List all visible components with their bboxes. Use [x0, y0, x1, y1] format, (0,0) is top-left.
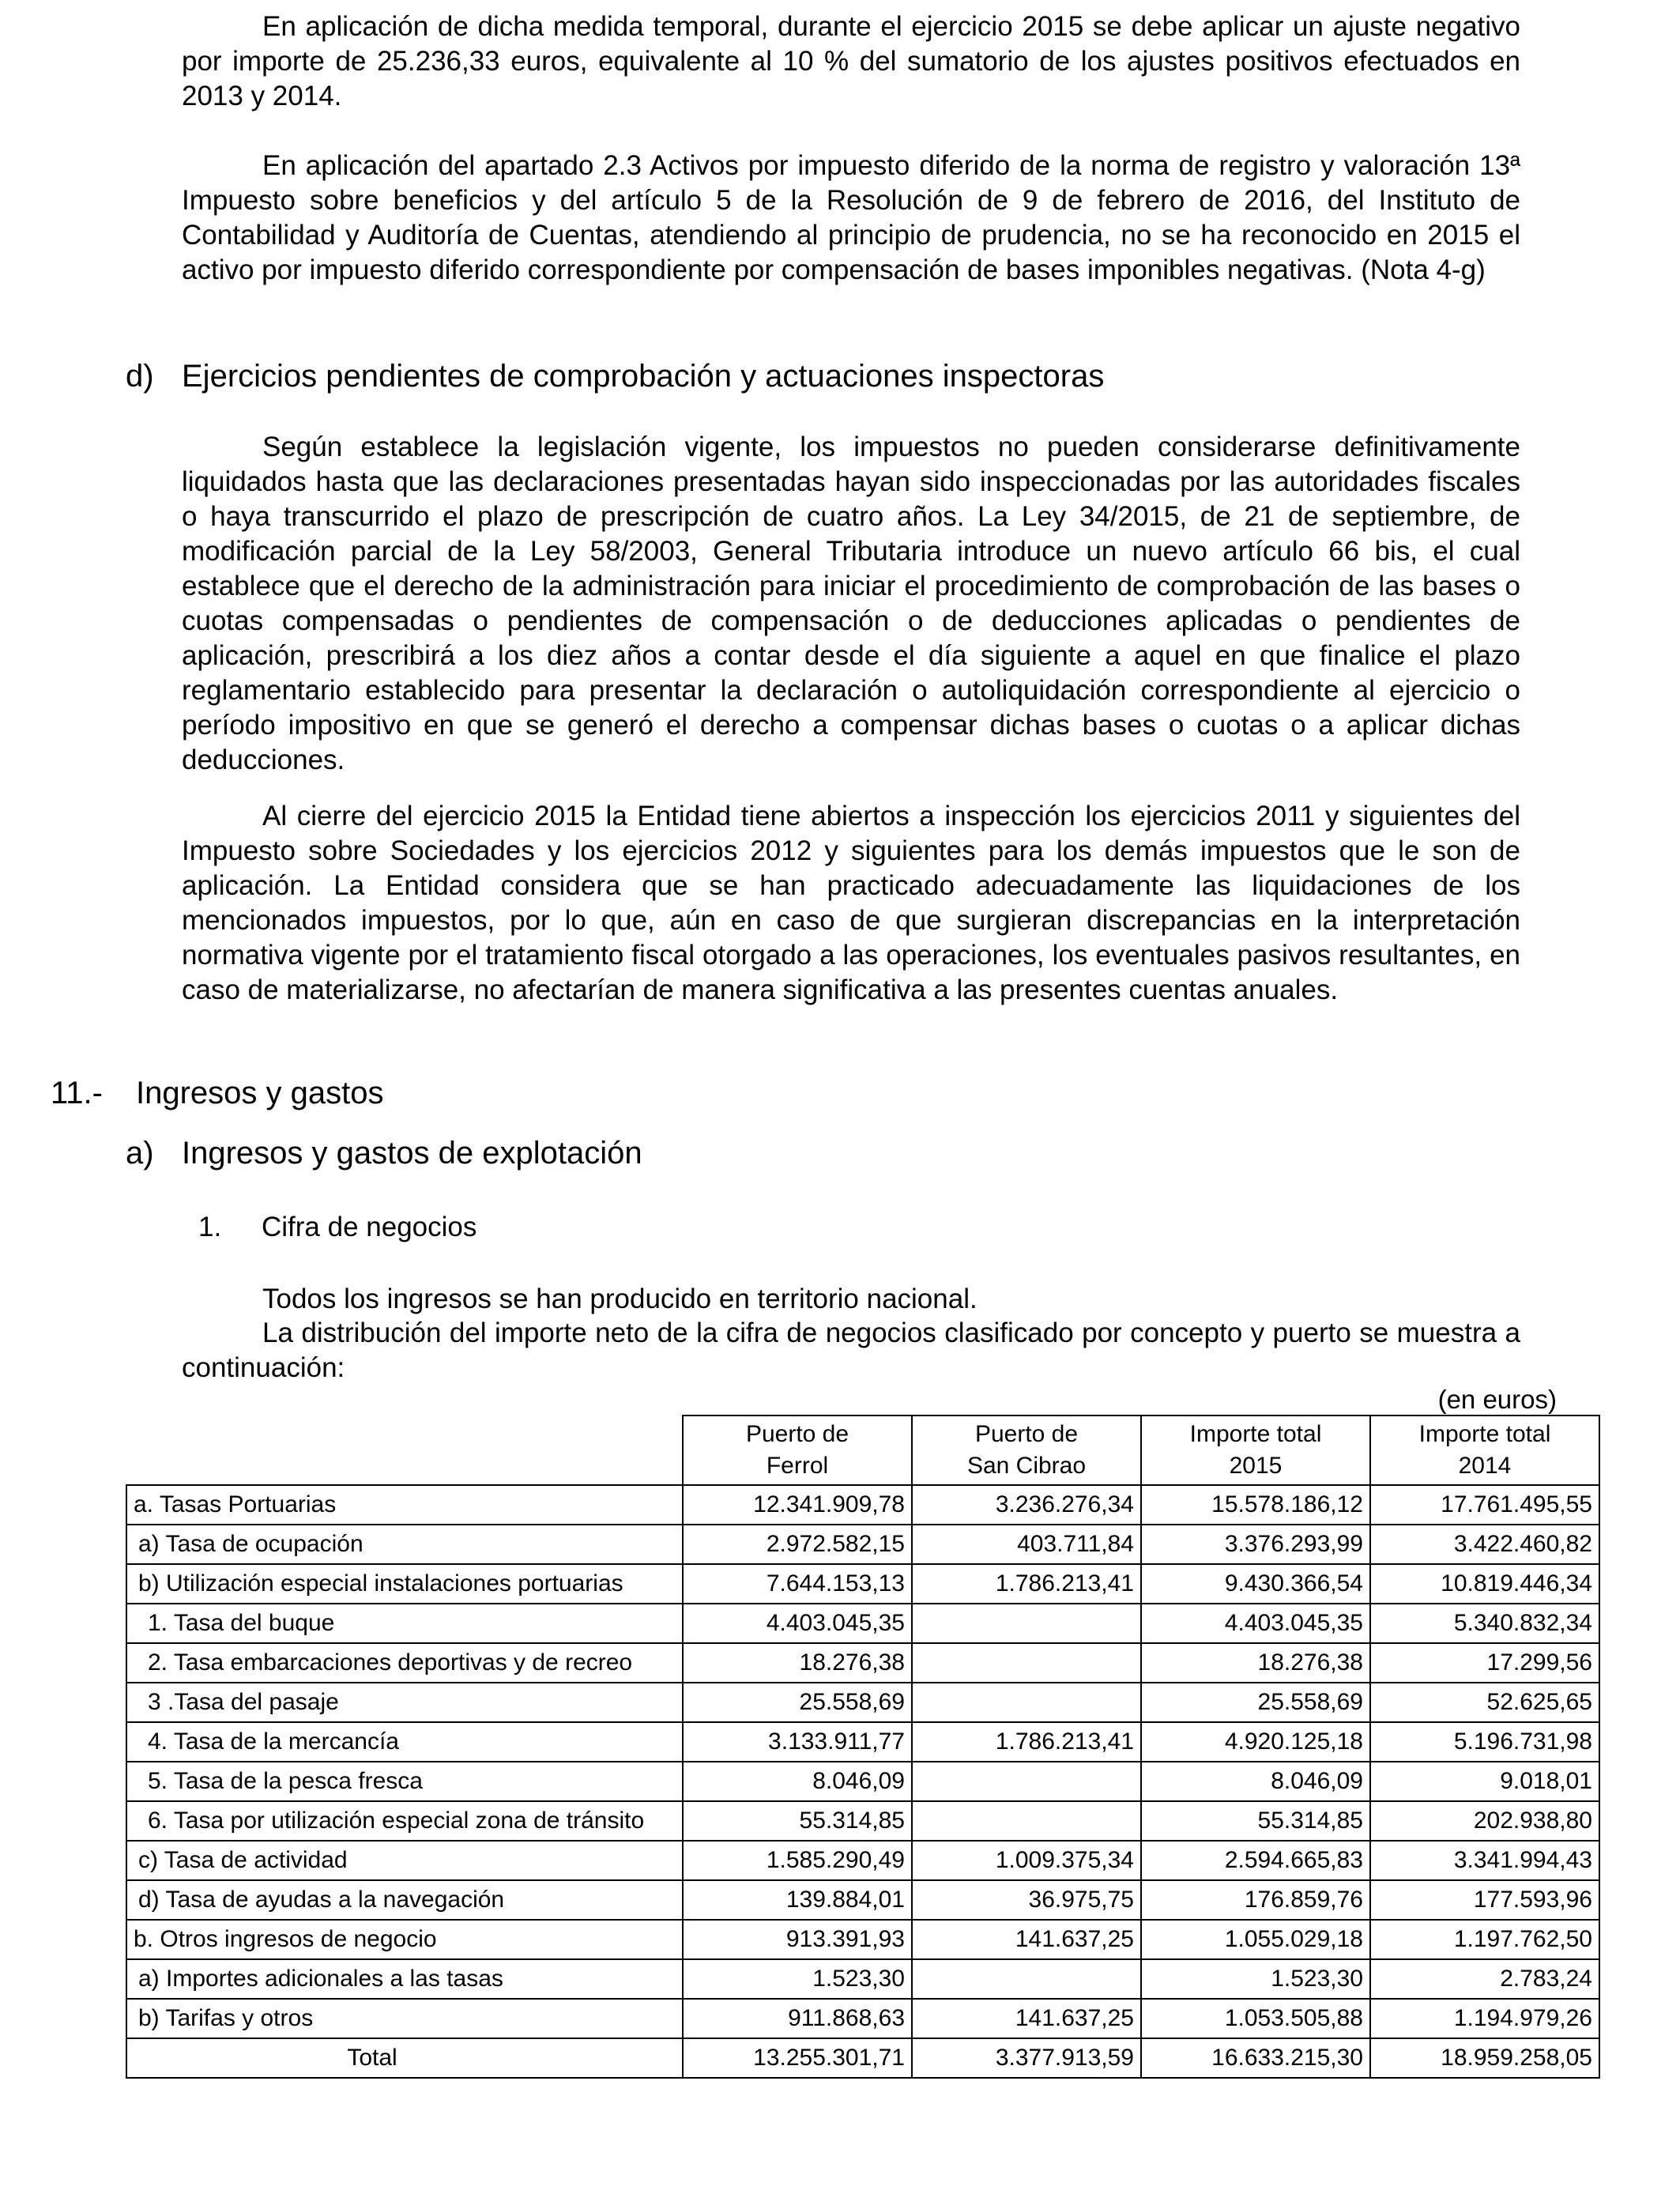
- row-value: [912, 1683, 1141, 1722]
- row-label: c) Tasa de actividad: [126, 1841, 683, 1880]
- row-value: 25.558,69: [1141, 1683, 1370, 1722]
- table-unit-note: (en euros): [1437, 1385, 1557, 1414]
- row-value: 2.594.665,83: [1141, 1841, 1370, 1880]
- heading-title: Ingresos y gastos: [136, 1076, 384, 1110]
- paragraph-national-territory: Todos los ingresos se han producido en territorio nacional.: [262, 1284, 977, 1314]
- row-label: a) Tasa de ocupación: [126, 1525, 683, 1564]
- row-value: 913.391,93: [683, 1920, 912, 1959]
- row-label: 5. Tasa de la pesca fresca: [126, 1762, 683, 1801]
- heading-marker: 1.: [198, 1212, 222, 1242]
- row-value: 18.276,38: [683, 1643, 912, 1683]
- heading-marker: d): [126, 359, 154, 394]
- row-label: b) Utilización especial instalaciones portuarias: [126, 1564, 683, 1604]
- row-value: 177.593,96: [1370, 1880, 1599, 1920]
- row-value: 7.644.153,13: [683, 1564, 912, 1604]
- row-value: 17.299,56: [1370, 1643, 1599, 1683]
- row-value: 12.341.909,78: [683, 1485, 912, 1525]
- table-row: [126, 1564, 1599, 1604]
- heading-title: Ejercicios pendientes de comprobación y actuaciones inspectoras: [182, 359, 1105, 394]
- table-row: [126, 1485, 1599, 1525]
- table-row: [126, 1643, 1599, 1683]
- row-value: 1.523,30: [1141, 1959, 1370, 1999]
- row-value: 1.585.290,49: [683, 1841, 912, 1880]
- heading-section-d: [126, 357, 1104, 395]
- row-value: 16.633.215,30: [1141, 2038, 1370, 2078]
- paragraph-distribution-intro: La distribución del importe neto de la cifra de negocios clasificado por concepto y puerto se muestra a continuación:: [182, 1318, 1520, 1383]
- heading-title: Ingresos y gastos de explotación: [182, 1136, 642, 1171]
- paragraph-deferred-tax-asset: En aplicación del apartado 2.3 Activos por impuesto diferido de la norma de registro y valoración 13ª Impuesto sobre beneficios y del artículo 5 de la Resolución de 9 de febrero de 2016, del Instituto de Contabilidad y Auditoría de Cuentas, atendiendo al principio de prudencia, no se ha reconocido en 2015 el activo por impuesto diferido correspondiente por compensación de bases imponibles negativas. (Nota 4-g): [182, 150, 1520, 285]
- row-label: 2. Tasa embarcaciones deportivas y de recreo: [126, 1643, 683, 1683]
- row-value: 3.377.913,59: [912, 2038, 1141, 2078]
- heading-marker: 11.-: [51, 1076, 103, 1110]
- row-value: 36.975,75: [912, 1880, 1141, 1920]
- row-value: [912, 1762, 1141, 1801]
- table-row: [126, 1841, 1599, 1880]
- row-value: 5.196.731,98: [1370, 1722, 1599, 1762]
- row-value: [912, 1604, 1141, 1643]
- row-value: 8.046,09: [1141, 1762, 1370, 1801]
- row-value: 1.523,30: [683, 1959, 912, 1999]
- row-label: 4. Tasa de la mercancía: [126, 1722, 683, 1762]
- row-value: 403.711,84: [912, 1525, 1141, 1564]
- row-label: 3 .Tasa del pasaje: [126, 1683, 683, 1722]
- row-value: 2.783,24: [1370, 1959, 1599, 1999]
- row-value: 1.786.213,41: [912, 1564, 1141, 1604]
- row-value: [912, 1959, 1141, 1999]
- row-value: 10.819.446,34: [1370, 1564, 1599, 1604]
- row-value: 17.761.495,55: [1370, 1485, 1599, 1525]
- row-value: 3.422.460,82: [1370, 1525, 1599, 1564]
- heading-subsection-1: [198, 1210, 477, 1245]
- row-value: 52.625,65: [1370, 1683, 1599, 1722]
- heading-section-11: [51, 1074, 384, 1112]
- table-total-row: [126, 2038, 1599, 2078]
- row-label: b. Otros ingresos de negocio: [126, 1920, 683, 1959]
- paragraph-inspection-rules: Según establece la legislación vigente, los impuestos no pueden considerarse definitivamente liquidados hasta que las declaraciones presentadas hayan sido inspeccionadas por las autoridades fiscales o haya transcurrido el plazo de prescripción de cuatro años. La Ley 34/2015, de 21 de septiembre, de modificación parcial de la Ley 58/2003, General Tributaria introduce un nuevo artículo 66 bis, el cual establece que el derecho de la administración para iniciar el procedimiento de comprobación de las bases o cuotas compensadas o pendientes de compensación o de deducciones aplicadas o pendientes de aplicación, prescribirá a los diez años a contar desde el día siguiente a aquel en que finalice el plazo reglamentario establecido para presentar la declaración o autoliquidación correspondiente al ejercicio o período impositivo en que se generó el derecho a compensar dichas bases o cuotas o a aplicar dichas deducciones.: [182, 432, 1520, 775]
- row-value: 4.920.125,18: [1141, 1722, 1370, 1762]
- row-value: 25.558,69: [683, 1683, 912, 1722]
- row-value: 1.786.213,41: [912, 1722, 1141, 1762]
- row-value: 202.938,80: [1370, 1801, 1599, 1841]
- row-value: 139.884,01: [683, 1880, 912, 1920]
- table-row: [126, 1683, 1599, 1722]
- row-value: 18.276,38: [1141, 1643, 1370, 1683]
- revenue-table: [126, 1415, 1600, 2079]
- row-value: [912, 1643, 1141, 1683]
- table-row: [126, 1801, 1599, 1841]
- row-value: 3.236.276,34: [912, 1485, 1141, 1525]
- row-value: 176.859,76: [1141, 1880, 1370, 1920]
- paragraph-open-years: Al cierre del ejercicio 2015 la Entidad tiene abiertos a inspección los ejercicios 2011 y siguientes del Impuesto sobre Sociedades y los ejercicios 2012 y siguientes para los demás impuestos que le son de aplicación. La Entidad considera que se han practicado adecuadamente las liquidaciones de los mencionados impuestos, por lo que, aún en caso de que surgieran discrepancias en la interpretación normativa vigente por el tratamiento fiscal otorgado a las operaciones, los eventuales pasivos resultantes, en caso de materializarse, no afectarían de manera significativa a las presentes cuentas anuales.: [182, 801, 1520, 1005]
- table-header-row: [126, 1416, 1599, 1485]
- column-header-ferrol: Puerto de Ferrol: [683, 1416, 912, 1485]
- row-value: 141.637,25: [912, 1920, 1141, 1959]
- row-value: 4.403.045,35: [1141, 1604, 1370, 1643]
- row-value: 3.133.911,77: [683, 1722, 912, 1762]
- row-value: [912, 1801, 1141, 1841]
- column-header-san-cibrao: Puerto de San Cibrao: [912, 1416, 1141, 1485]
- row-value: 1.009.375,34: [912, 1841, 1141, 1880]
- row-value: 55.314,85: [683, 1801, 912, 1841]
- row-value: 8.046,09: [683, 1762, 912, 1801]
- heading-title: Cifra de negocios: [262, 1212, 477, 1242]
- table-header-blank: [126, 1416, 683, 1485]
- column-header-total-2014: Importe total 2014: [1370, 1416, 1599, 1485]
- row-value: 18.959.258,05: [1370, 2038, 1599, 2078]
- row-value: 4.403.045,35: [683, 1604, 912, 1643]
- row-label: d) Tasa de ayudas a la navegación: [126, 1880, 683, 1920]
- row-value: 911.868,63: [683, 1999, 912, 2038]
- table-row: [126, 1999, 1599, 2038]
- row-value: 13.255.301,71: [683, 2038, 912, 2078]
- row-value: 141.637,25: [912, 1999, 1141, 2038]
- row-value: 1.194.979,26: [1370, 1999, 1599, 2038]
- row-value: 15.578.186,12: [1141, 1485, 1370, 1525]
- row-value: 55.314,85: [1141, 1801, 1370, 1841]
- table-row: [126, 1920, 1599, 1959]
- table-row: [126, 1525, 1599, 1564]
- row-label: a) Importes adicionales a las tasas: [126, 1959, 683, 1999]
- row-value: 9.018,01: [1370, 1762, 1599, 1801]
- heading-section-a: [126, 1134, 642, 1172]
- row-value: 1.053.505,88: [1141, 1999, 1370, 2038]
- paragraph-tax-adjustment: En aplicación de dicha medida temporal, durante el ejercicio 2015 se debe aplicar un ajuste negativo por importe de 25.236,33 euros, equivalente al 10 % del sumatorio de los ajustes positivos efectuados en 2013 y 2014.: [182, 11, 1520, 111]
- table-row: [126, 1604, 1599, 1643]
- row-value: 1.197.762,50: [1370, 1920, 1599, 1959]
- row-label: b) Tarifas y otros: [126, 1999, 683, 2038]
- row-value: 2.972.582,15: [683, 1525, 912, 1564]
- table-row: [126, 1959, 1599, 1999]
- row-label: Total: [126, 2038, 683, 2078]
- row-value: 9.430.366,54: [1141, 1564, 1370, 1604]
- row-value: 3.341.994,43: [1370, 1841, 1599, 1880]
- row-label: a. Tasas Portuarias: [126, 1485, 683, 1525]
- column-header-total-2015: Importe total 2015: [1141, 1416, 1370, 1485]
- table-row: [126, 1880, 1599, 1920]
- table-row: [126, 1762, 1599, 1801]
- table-row: [126, 1722, 1599, 1762]
- row-label: 6. Tasa por utilización especial zona de tránsito: [126, 1801, 683, 1841]
- row-value: 1.055.029,18: [1141, 1920, 1370, 1959]
- row-value: 3.376.293,99: [1141, 1525, 1370, 1564]
- heading-marker: a): [126, 1136, 154, 1171]
- row-value: 5.340.832,34: [1370, 1604, 1599, 1643]
- row-label: 1. Tasa del buque: [126, 1604, 683, 1643]
